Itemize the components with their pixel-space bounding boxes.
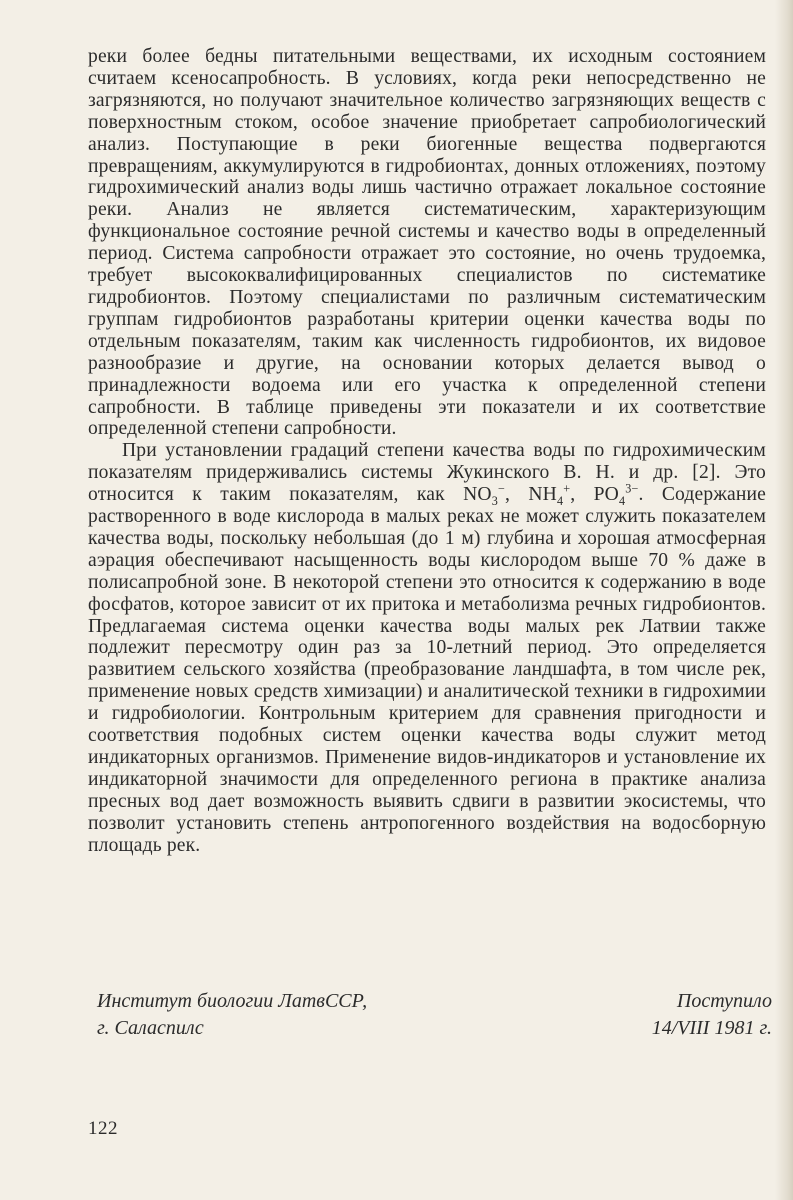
received-label: Поступило	[676, 990, 772, 1012]
received-date	[652, 988, 772, 1042]
paragraph-2-rest: . Содержание растворенного в воде кислорода в малых реках не может служить показателем качества воды, поскольку небольшая (до 1 м) глубина и хорошая атмосферная аэрация обеспечивают насыщенность воды кислородом выше 70 % даже в полисапробной зоне. В некоторой степени это относится к содержанию в воде фосфатов, которое зависит от их притока и метаболизма речных гидробионтов. Предлагаемая система оценки качества воды малых рек Латвии также подлежит пересмотру один раз за 10-летний период. Это определяется развитием сельского хозяйства (преобразование ландшафта, в том числе рек, применение новых средств химизации) и аналитической техники в гидрохимии и гидробиологии. Контрольным критерием для сравнения пригодности и соответствия подобных систем оценки качества воды служит метод индикаторных организмов. Применение видов-индикаторов и установление их индикаторной значимости для определенного региона в практике анализа пресных вод дает возможность выявить сдвиги в развитии экосистемы, что позволит установить степень антропогенного воздействия на водосборную площадь рек.	[88, 484, 766, 856]
paragraph-2-intro: При установлении градаций степени качества воды по гидрохимическим показателям придерживались системы Жукинского В. Н. и др. [2]. Это относится к таким показателям, как	[88, 440, 766, 506]
paragraph-2: При установлении градаций степени качества воды по гидрохимическим показателям придерживались системы Жукинского В. Н. и др. [2]. Это относится к таким показателям, как $NO_3^-$, $NH_4^+$, $PO_4^{3-}$. Содержание растворенного в воде кислорода в малых реках не может служить показателем качества воды, поскольку небольшая (до 1 м) глубина и хорошая атмосферная аэрация обеспечивают насыщенность воды кислородом выше 70 % даже в полисапробной зоне. В некоторой степени это относится к содержанию в воде фосфатов, которое зависит от их притока и метаболизма речных гидробионтов. Предлагаемая система оценки качества воды малых рек Латвии также подлежит пересмотру один раз за 10-летний период. Это определяется развитием сельского хозяйства (преобразование ландшафта, в том числе рек, применение новых средств химизации) и аналитической техники в гидрохимии и гидробиологии. Контрольным критерием для сравнения пригодности и соответствия подобных систем оценки качества воды служит метод индикаторных организмов. Применение видов-индикаторов и установление их индикаторной значимости для определенного региона в практике анализа пресных вод дает возможность выявить сдвиги в развитии экосистемы, что позволит установить степень антропогенного воздействия на водосборную площадь рек.	[88, 440, 766, 856]
body-text	[88, 46, 766, 857]
formula-nitrate: $NO_3^-$	[463, 481, 505, 509]
institute-name: Институт биологии ЛатвССР,	[97, 990, 368, 1012]
received-value: 14/VIII 1981 г.	[651, 1017, 772, 1039]
institute-affiliation	[97, 988, 367, 1042]
institute-city: г. Саласпилс	[97, 1017, 204, 1039]
formula-ammonium: $NH_4^+$	[528, 481, 571, 509]
page-number: 122	[88, 1118, 118, 1139]
formula-phosphate: $PO_4^{3-}$	[593, 481, 639, 509]
page-edge-shadow	[775, 0, 793, 1200]
paragraph-1: реки более бедны питательными веществами, их исходным состоянием считаем ксеносапробность. В условиях, когда реки непосредственно не загрязняются, но получают значительное количество загрязняющих веществ с поверхностным стоком, особое значение приобретает сапробиологический анализ. Поступающие в реки биогенные вещества подвергаются превращениям, аккумулируются в гидробионтах, донных отложениях, поэтому гидрохимический анализ воды лишь частично отражает локальное состояние реки. Анализ не является систематическим, характеризующим функциональное состояние речной системы и качество воды в определенный период. Система сапробности отражает это состояние, но очень трудоемка, требует высококвалифицированных специалистов по систематике гидробионтов. Поэтому специалистами по различным систематическим группам гидробионтов разработаны критерии оценки качества воды по отдельным показателям, таким как численность гидробионтов, их видовое разнообразие и другие, на основании которых делается вывод о принадлежности водоема или его участка к определенной степени сапробности. В таблице приведены эти показатели и их соответствие определенной степени сапробности.	[88, 46, 766, 440]
